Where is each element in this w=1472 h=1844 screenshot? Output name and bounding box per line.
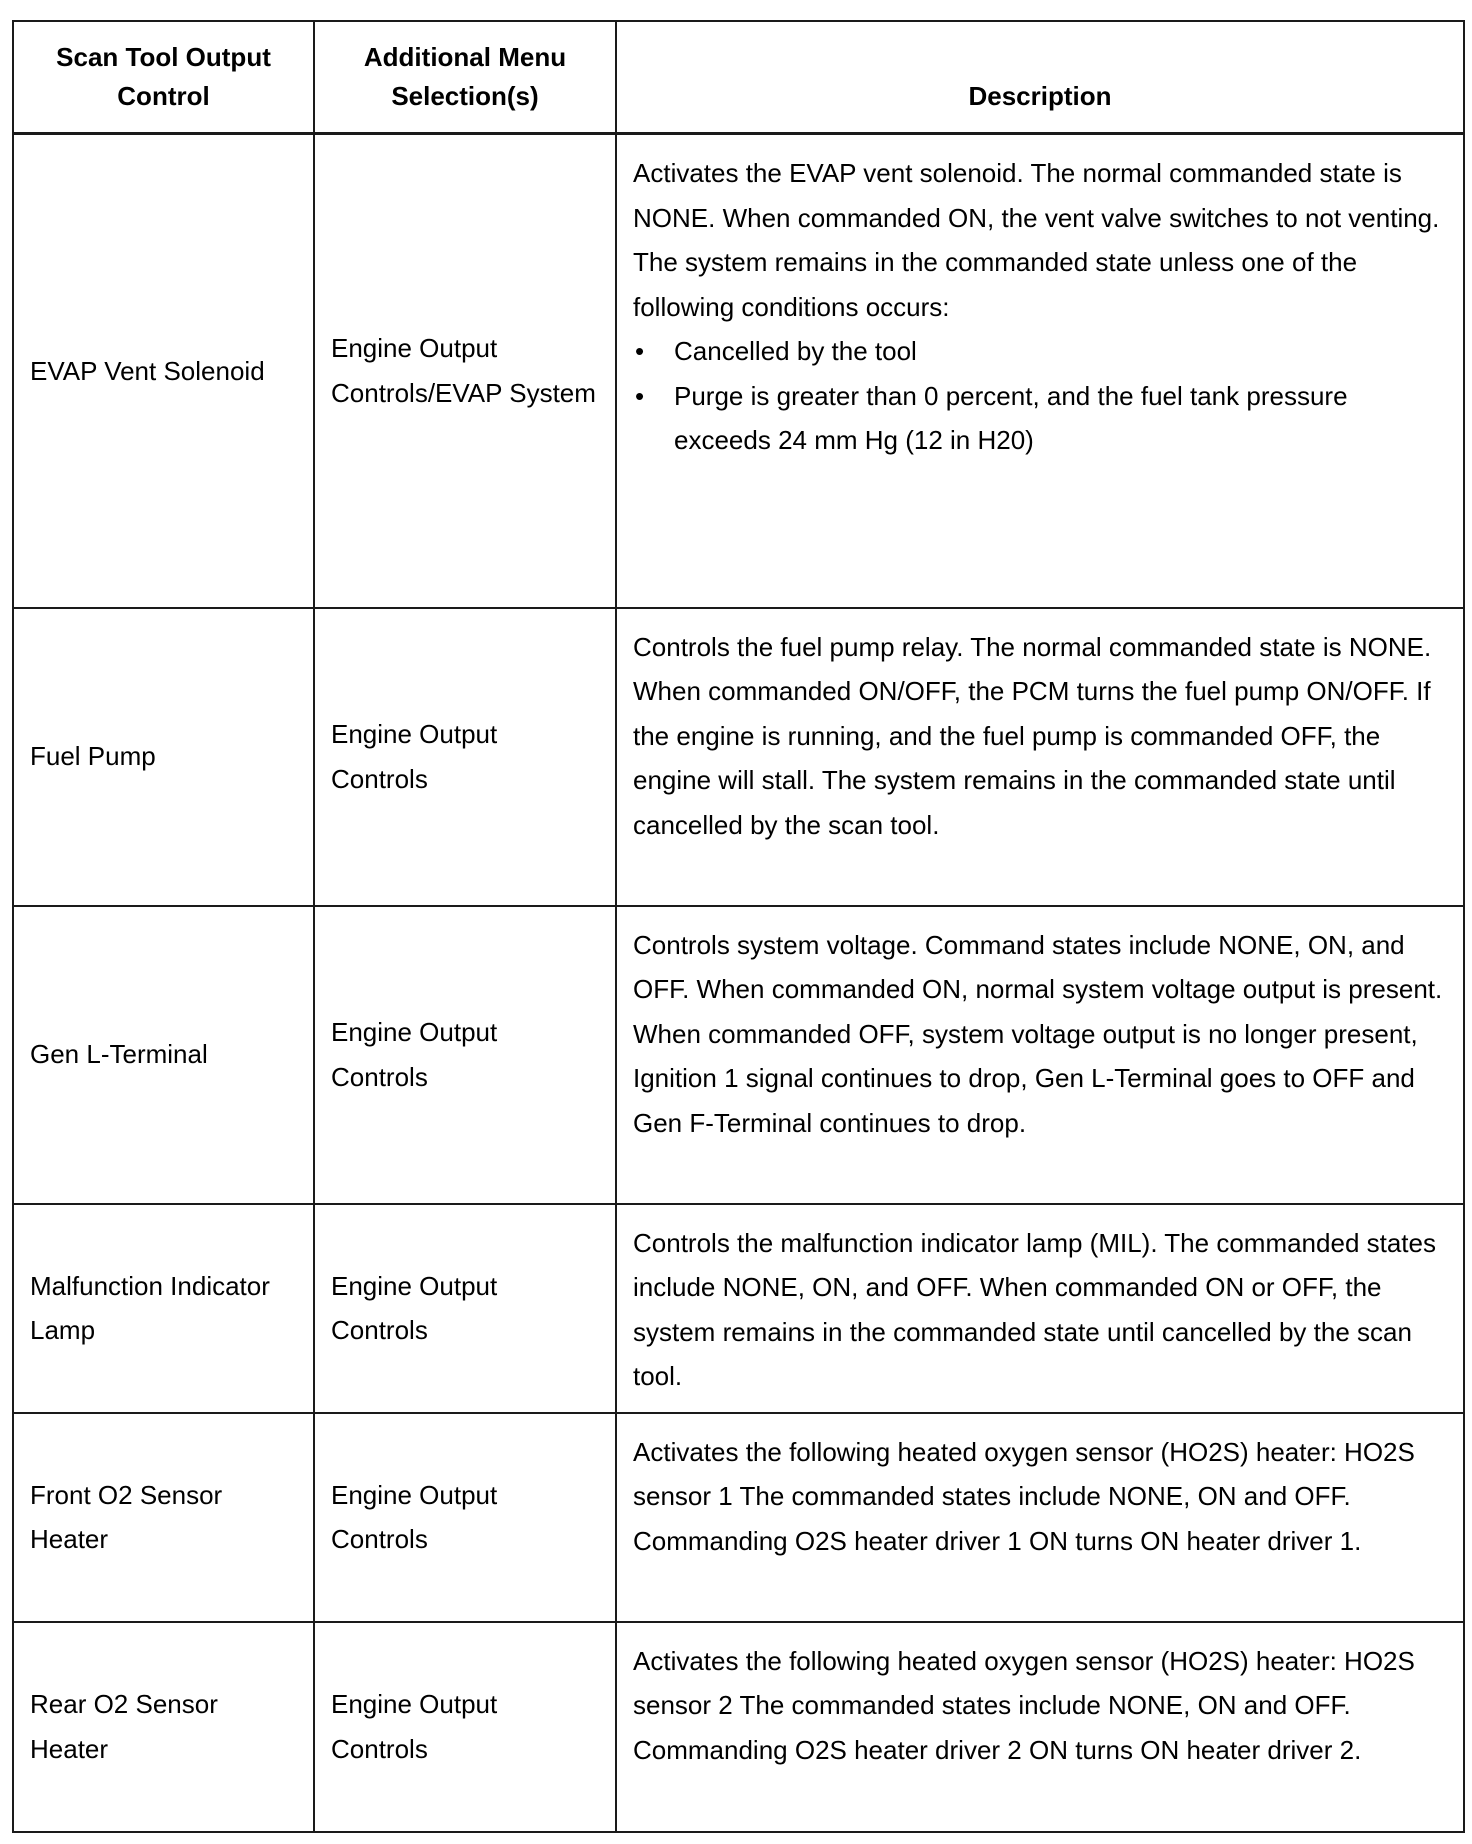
output-control-cell: Front O2 Sensor Heater — [13, 1413, 314, 1622]
output-control-cell: Rear O2 Sensor Heater — [13, 1622, 314, 1832]
description-cell — [616, 134, 1464, 608]
output-control-cell: Malfunction Indicator Lamp — [13, 1204, 314, 1413]
table-row — [13, 906, 1464, 1204]
header-description: Description — [616, 21, 1464, 134]
description-cell: Controls system voltage. Command states include NONE, ON, and OFF. When commanded ON, normal system voltage output is present. When commanded OFF, system voltage output is no longer present, Ignition 1 signal continues to drop, Gen L-Terminal goes to OFF and Gen F-Terminal continues to drop. — [616, 906, 1464, 1204]
output-control-cell: Gen L-Terminal — [13, 906, 314, 1204]
menu-selection-cell: Engine Output Controls/EVAP System — [314, 134, 616, 608]
description-cell: Controls the malfunction indicator lamp (MIL). The commanded states include NONE, ON, and OFF. When commanded ON or OFF, the system remains in the commanded state until cancelled by the scan tool. — [616, 1204, 1464, 1413]
table-row — [13, 1204, 1464, 1413]
condition-item: • Cancelled by the tool — [633, 329, 1447, 374]
output-controls-table — [12, 20, 1465, 1833]
description-text: Activates the EVAP vent solenoid. The normal commanded state is NONE. When commanded ON, the vent valve switches to not venting. The system remains in the commanded state unless one of the following conditions occurs: — [633, 158, 1440, 322]
condition-item: • Purge is greater than 0 percent, and the fuel tank pressure exceeds 24 mm Hg (12 in H20) — [633, 374, 1447, 463]
output-control-cell: EVAP Vent Solenoid — [13, 134, 314, 608]
table-header — [13, 21, 1464, 134]
table-row — [13, 1413, 1464, 1622]
condition-list — [633, 329, 1447, 463]
output-control-cell: Fuel Pump — [13, 608, 314, 906]
menu-selection-cell: Engine Output Controls — [314, 1622, 616, 1832]
header-row — [13, 21, 1464, 134]
table-row — [13, 134, 1464, 608]
menu-selection-cell: Engine Output Controls — [314, 1204, 616, 1413]
description-cell: Activates the following heated oxygen sensor (HO2S) heater: HO2S sensor 2 The commanded states include NONE, ON and OFF. Commanding O2S heater driver 2 ON turns ON heater driver 2. — [616, 1622, 1464, 1832]
description-cell: Controls the fuel pump relay. The normal commanded state is NONE. When commanded ON/OFF, the PCM turns the fuel pump ON/OFF. If the engine is running, and the fuel pump is commanded OFF, the engine will stall. The system remains in the commanded state until cancelled by the scan tool. — [616, 608, 1464, 906]
table-body — [13, 134, 1464, 1832]
table-row — [13, 608, 1464, 906]
menu-selection-cell: Engine Output Controls — [314, 906, 616, 1204]
description-cell: Activates the following heated oxygen sensor (HO2S) heater: HO2S sensor 1 The commanded states include NONE, ON and OFF. Commanding O2S heater driver 1 ON turns ON heater driver 1. — [616, 1413, 1464, 1622]
header-output-control: Scan Tool Output Control — [13, 21, 314, 134]
menu-selection-cell: Engine Output Controls — [314, 1413, 616, 1622]
menu-selection-cell: Engine Output Controls — [314, 608, 616, 906]
table-row — [13, 1622, 1464, 1832]
header-menu-selection: Additional Menu Selection(s) — [314, 21, 616, 134]
